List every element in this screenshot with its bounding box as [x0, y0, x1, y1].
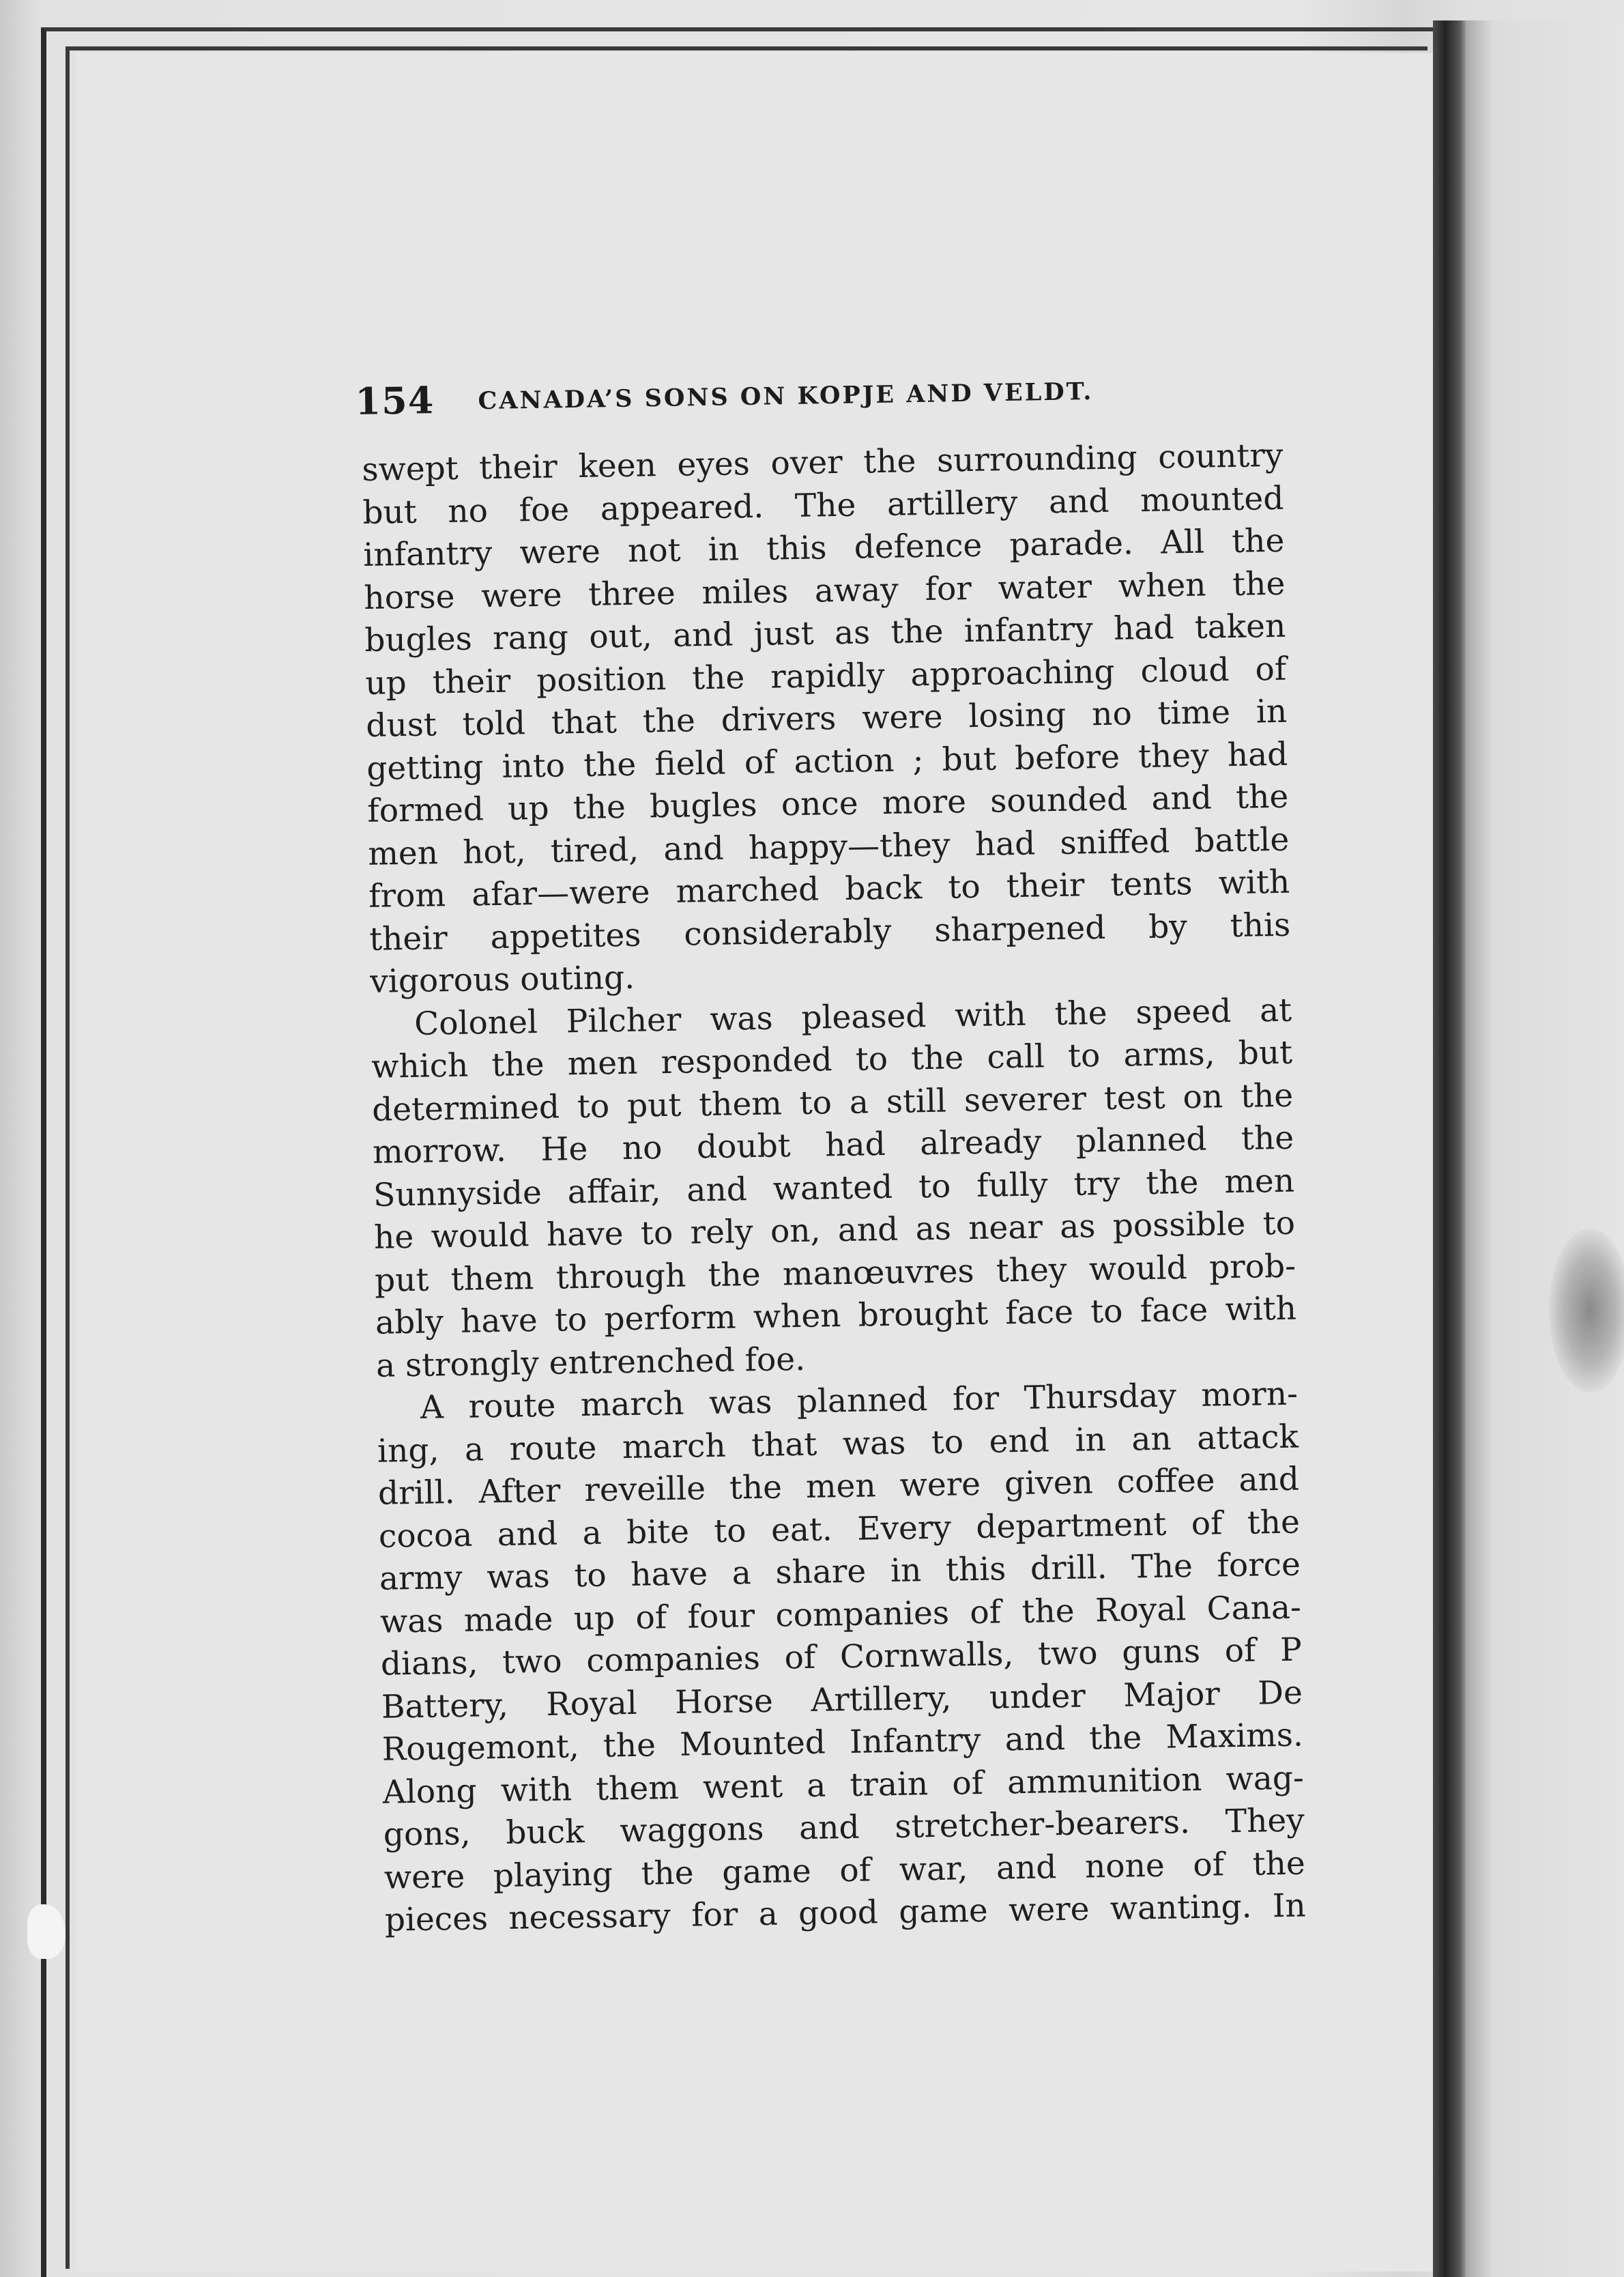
text-line: pieces necessary for a good game were wanting. In: [384, 1887, 1307, 1939]
text-line: morrow. He no doubt had already planned the: [372, 1119, 1294, 1171]
paragraph-end-line: vigorous outing.: [369, 958, 635, 1001]
facing-page-edge: [1466, 20, 1624, 2277]
paragraph-start-line: A route march was planned for Thursday morn-: [420, 1375, 1299, 1427]
running-title: CANADA’S SONS ON KOPJE AND VELDT.: [478, 377, 1094, 416]
text-line: horse were three miles away for water when the: [363, 564, 1286, 617]
text-line: army was to have a share in this drill. The force: [379, 1545, 1301, 1598]
text-line: swept their keen eyes over the surrounding country: [362, 436, 1284, 489]
paragraph-end-line: a strongly entrenched foe.: [375, 1340, 806, 1385]
text-line: bugles rang out, and just as the infantry had taken: [364, 607, 1286, 659]
text-line: Rougemont, the Mounted Infantry and the Maxims.: [381, 1716, 1304, 1768]
text-line: Battery, Royal Horse Artillery, under Major De: [381, 1674, 1303, 1726]
text-line: was made up of four companies of the Royal Cana-: [379, 1588, 1302, 1641]
text-line: from afar—were marched back to their tents with: [368, 863, 1290, 915]
text-line: which the men responded to the call to arms, but: [371, 1033, 1293, 1086]
text-line: infantry were not in this defence parade. All the: [363, 521, 1285, 574]
text-line: their appetites considerably sharpened by this: [368, 906, 1291, 958]
text-line: Along with them went a train of ammunition wag-: [382, 1759, 1305, 1811]
text-line: up their position the rapidly approaching cloud of: [364, 650, 1287, 702]
text-line: but no foe appeared. The artillery and mounted: [362, 479, 1284, 532]
text-line: ing, a route march that was to end in an attack: [377, 1418, 1299, 1470]
scan-smudge: [1549, 1229, 1624, 1392]
text-line: determined to put them to a still severer test on the: [371, 1076, 1294, 1129]
text-line: cocoa and a bite to eat. Every department of the: [378, 1503, 1301, 1556]
text-line: formed up the bugles once more sounded and the: [366, 777, 1289, 830]
book-gutter-shadow: [1433, 20, 1466, 2277]
text-line: Sunnyside affair, and wanted to fully try the men: [373, 1162, 1295, 1214]
text-line: men hot, tired, and happy—they had sniffed battle: [367, 820, 1290, 873]
text-line: were playing the game of war, and none of the: [383, 1844, 1306, 1897]
text-line: gons, buck waggons and stretcher-bearers. They: [383, 1801, 1305, 1854]
text-line: drill. After reveille the men were given coffee and: [377, 1460, 1300, 1513]
text-line: ably have to perform when brought face to face with: [375, 1289, 1297, 1342]
text-line: he would have to rely on, and as near as possible to: [373, 1204, 1296, 1257]
body-text: [362, 435, 1306, 1942]
text-line: put them through the manœuvres they would prob-: [374, 1247, 1296, 1300]
text-line: getting into the field of action ; but before they had: [366, 735, 1288, 788]
page-number: 154: [355, 378, 435, 423]
text-line: dians, two companies of Cornwalls, two guns of P: [380, 1631, 1303, 1683]
text-line: dust told that the drivers were losing no time in: [365, 692, 1288, 745]
paragraph-start-line: Colonel Pilcher was pleased with the speed at: [414, 991, 1292, 1043]
